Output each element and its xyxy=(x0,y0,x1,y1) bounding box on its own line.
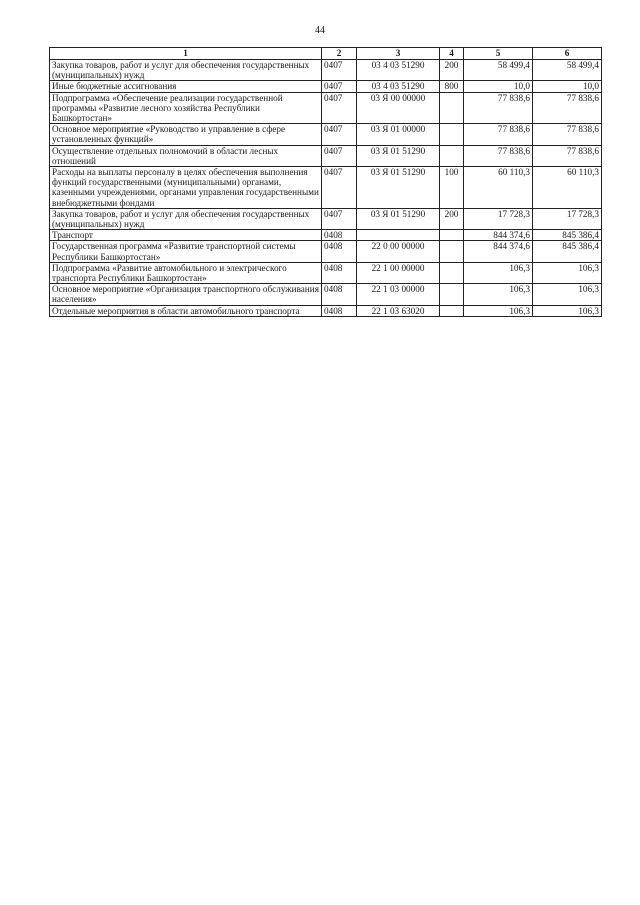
budget-table xyxy=(49,47,602,317)
row-name-cell: Осуществление отдельных полномочий в области лесных отношений xyxy=(50,145,322,166)
row-section-cell: 0407 xyxy=(322,81,357,92)
table-row xyxy=(50,230,602,241)
row-amount-2-cell: 60 110,3 xyxy=(533,167,602,209)
header-col-4: 4 xyxy=(440,48,464,60)
row-code-cell: 03 4 03 51290 xyxy=(357,60,440,81)
row-amount-2-cell: 106,3 xyxy=(533,284,602,305)
row-section-cell: 0408 xyxy=(322,262,357,283)
row-amount-1-cell: 106,3 xyxy=(464,305,533,316)
table-row xyxy=(50,60,602,81)
row-type-cell xyxy=(440,284,464,305)
row-code-cell: 03 Я 01 51290 xyxy=(357,167,440,209)
row-amount-1-cell: 106,3 xyxy=(464,262,533,283)
row-amount-2-cell: 845 386,4 xyxy=(533,230,602,241)
row-name-cell: Закупка товаров, работ и услуг для обеспечения государственных (муниципальных) нужд xyxy=(50,60,322,81)
row-amount-2-cell: 10,0 xyxy=(533,81,602,92)
row-section-cell: 0407 xyxy=(322,92,357,124)
row-name-cell: Закупка товаров, работ и услуг для обеспечения государственных (муниципальных) нужд xyxy=(50,208,322,229)
row-amount-2-cell: 17 728,3 xyxy=(533,208,602,229)
row-amount-2-cell: 77 838,6 xyxy=(533,124,602,145)
row-amount-1-cell: 77 838,6 xyxy=(464,124,533,145)
row-section-cell: 0407 xyxy=(322,208,357,229)
row-section-cell: 0407 xyxy=(322,60,357,81)
table-body xyxy=(50,60,602,317)
row-code-cell: 03 Я 01 51290 xyxy=(357,208,440,229)
row-name-cell: Отдельные мероприятия в области автомобильного транспорта xyxy=(50,305,322,316)
row-section-cell: 0408 xyxy=(322,241,357,262)
row-type-cell: 800 xyxy=(440,81,464,92)
row-type-cell xyxy=(440,124,464,145)
row-name-cell: Иные бюджетные ассигнования xyxy=(50,81,322,92)
row-type-cell xyxy=(440,145,464,166)
row-amount-1-cell: 60 110,3 xyxy=(464,167,533,209)
row-type-cell: 200 xyxy=(440,60,464,81)
row-code-cell: 03 Я 01 51290 xyxy=(357,145,440,166)
row-amount-1-cell: 10,0 xyxy=(464,81,533,92)
row-amount-2-cell: 106,3 xyxy=(533,305,602,316)
row-amount-1-cell: 106,3 xyxy=(464,284,533,305)
row-amount-1-cell: 77 838,6 xyxy=(464,145,533,166)
table-row xyxy=(50,305,602,316)
row-amount-1-cell: 77 838,6 xyxy=(464,92,533,124)
table-row xyxy=(50,284,602,305)
row-name-cell: Основное мероприятие «Организация транспортного обслуживания населения» xyxy=(50,284,322,305)
row-section-cell: 0408 xyxy=(322,305,357,316)
row-amount-2-cell: 77 838,6 xyxy=(533,145,602,166)
row-code-cell xyxy=(357,230,440,241)
row-type-cell: 100 xyxy=(440,167,464,209)
header-col-1: 1 xyxy=(50,48,322,60)
row-code-cell: 22 0 00 00000 xyxy=(357,241,440,262)
table-row xyxy=(50,145,602,166)
row-name-cell: Подпрограмма «Обеспечение реализации государственной программы «Развитие лесного хозяйства Республики Башкортостан» xyxy=(50,92,322,124)
row-amount-2-cell: 106,3 xyxy=(533,262,602,283)
row-name-cell: Подпрограмма «Развитие автомобильного и электрического транспорта Республики Башкортостан» xyxy=(50,262,322,283)
row-section-cell: 0408 xyxy=(322,230,357,241)
table-row xyxy=(50,208,602,229)
row-amount-1-cell: 17 728,3 xyxy=(464,208,533,229)
row-type-cell: 200 xyxy=(440,208,464,229)
table-row xyxy=(50,124,602,145)
row-type-cell xyxy=(440,230,464,241)
row-amount-1-cell: 844 374,6 xyxy=(464,230,533,241)
header-row xyxy=(50,48,602,60)
table-row xyxy=(50,262,602,283)
row-section-cell: 0407 xyxy=(322,124,357,145)
header-col-6: 6 xyxy=(533,48,602,60)
row-type-cell xyxy=(440,241,464,262)
row-type-cell xyxy=(440,262,464,283)
row-type-cell xyxy=(440,305,464,316)
header-col-2: 2 xyxy=(322,48,357,60)
row-code-cell: 22 1 03 63020 xyxy=(357,305,440,316)
row-section-cell: 0408 xyxy=(322,284,357,305)
row-name-cell: Государственная программа «Развитие транспортной системы Республики Башкортостан» xyxy=(50,241,322,262)
table-row xyxy=(50,92,602,124)
row-code-cell: 22 1 00 00000 xyxy=(357,262,440,283)
row-amount-1-cell: 844 374,6 xyxy=(464,241,533,262)
table-header xyxy=(50,48,602,60)
row-amount-2-cell: 77 838,6 xyxy=(533,92,602,124)
row-amount-2-cell: 845 386,4 xyxy=(533,241,602,262)
row-amount-2-cell: 58 499,4 xyxy=(533,60,602,81)
table-row xyxy=(50,167,602,209)
row-section-cell: 0407 xyxy=(322,167,357,209)
row-code-cell: 03 Я 00 00000 xyxy=(357,92,440,124)
header-col-3: 3 xyxy=(357,48,440,60)
row-code-cell: 22 1 03 00000 xyxy=(357,284,440,305)
row-type-cell xyxy=(440,92,464,124)
row-name-cell: Расходы на выплаты персоналу в целях обеспечения выполнения функций государственными (муниципальными) органами, казенными учреждениями, органами управления государственными внебюджетными фондами xyxy=(50,167,322,209)
row-name-cell: Транспорт xyxy=(50,230,322,241)
table-row xyxy=(50,241,602,262)
table-row xyxy=(50,81,602,92)
header-col-5: 5 xyxy=(464,48,533,60)
row-name-cell: Основное мероприятие «Руководство и управление в сфере установленных функций» xyxy=(50,124,322,145)
page-number: 44 xyxy=(315,25,325,36)
row-section-cell: 0407 xyxy=(322,145,357,166)
row-code-cell: 03 4 03 51290 xyxy=(357,81,440,92)
row-code-cell: 03 Я 01 00000 xyxy=(357,124,440,145)
row-amount-1-cell: 58 499,4 xyxy=(464,60,533,81)
